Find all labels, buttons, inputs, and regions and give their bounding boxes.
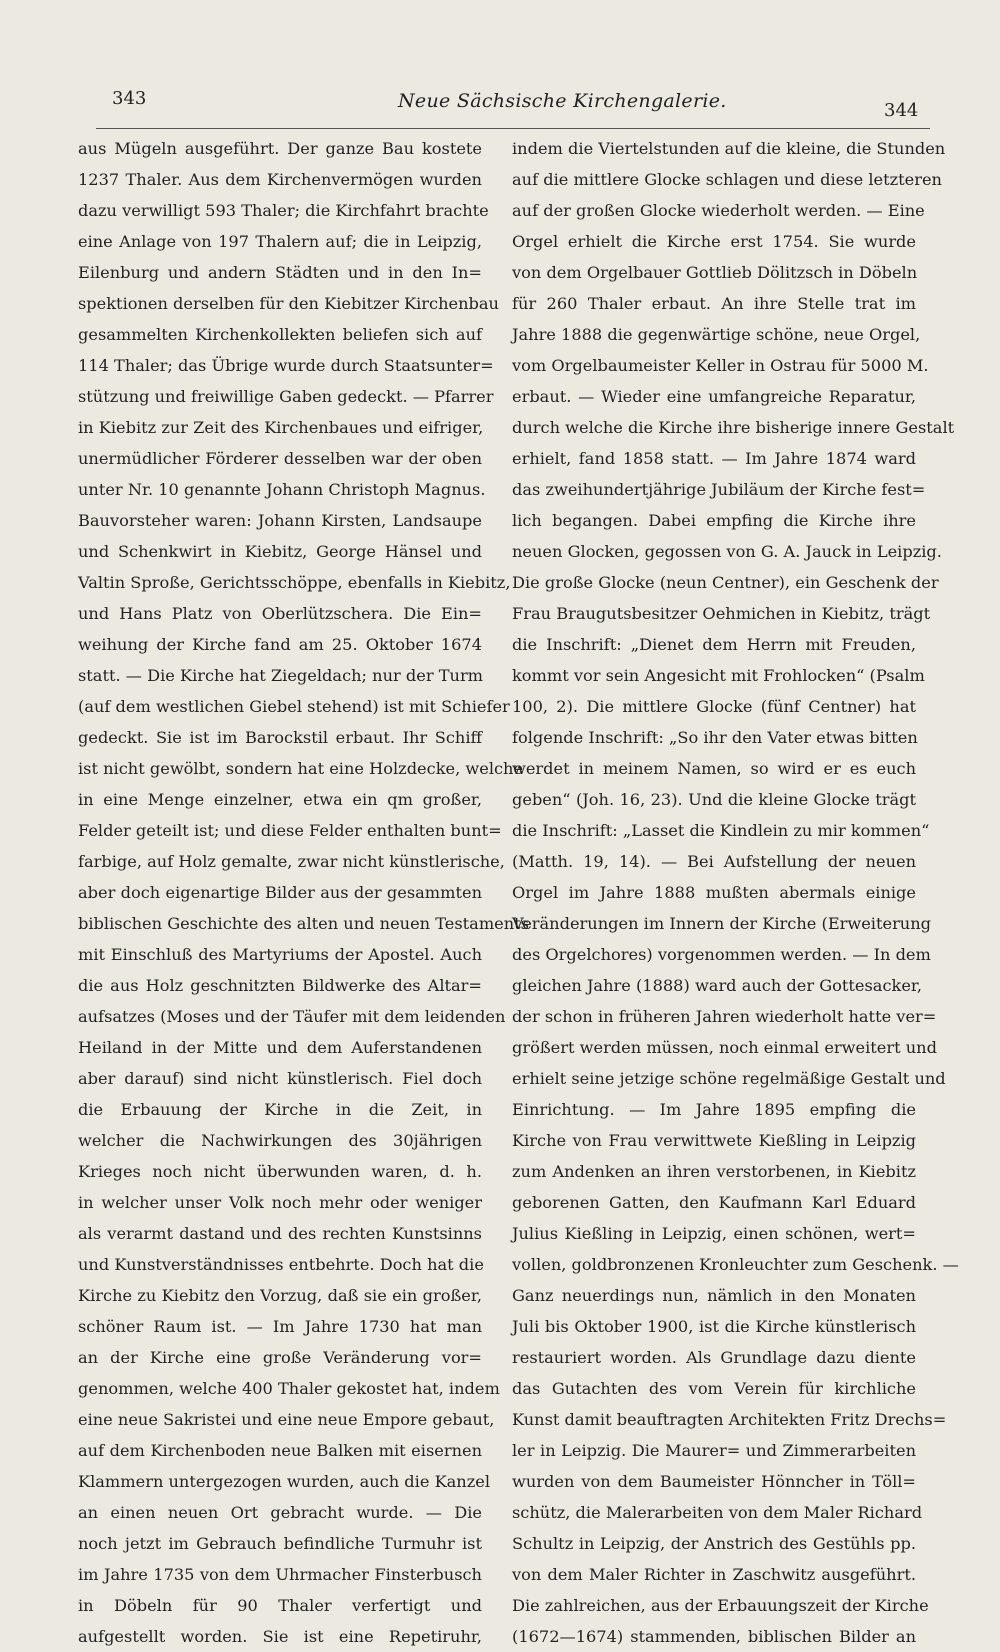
text-line: ler in Leipzig. Die Maurer= und Zimmerarbeiten [512, 1441, 916, 1460]
text-line: Veränderungen im Innern der Kirche (Erweiterung [512, 914, 932, 933]
text-line: Bauvorsteher waren: Johann Kirsten, Landsaupe [78, 511, 482, 530]
text-line: restauriert worden. Als Grundlage dazu diente [512, 1348, 916, 1367]
text-line: die Erbauung der Kirche in die Zeit, in [78, 1100, 482, 1119]
text-line: aber doch eigenartige Bilder aus der gesammten [78, 883, 482, 902]
text-line: Einrichtung. — Im Jahre 1895 empfing die [512, 1100, 916, 1119]
text-line: Krieges noch nicht überwunden waren, d. h. [78, 1162, 482, 1181]
text-line: stützung und freiwillige Gaben gedeckt. — Pfarrer [78, 387, 494, 406]
text-line: Kunst damit beauftragten Architekten Fritz Drechs= [512, 1410, 947, 1429]
text-line: Juli bis Oktober 1900, ist die Kirche künstlerisch [512, 1317, 916, 1336]
text-line: eine Anlage von 197 Thalern auf; die in Leipzig, [78, 232, 482, 251]
text-line: vollen, goldbronzenen Kronleuchter zum Geschenk. — [512, 1255, 959, 1274]
text-line: Eilenburg und andern Städten und in den In= [78, 263, 482, 282]
text-line: in welcher unser Volk noch mehr oder weniger [78, 1193, 482, 1212]
text-line: folgende Inschrift: „So ihr den Vater etwas bitten [512, 728, 918, 747]
text-line: das zweihundertjährige Jubiläum der Kirche fest= [512, 480, 926, 499]
text-line: Ganz neuerdings nun, nämlich in den Monaten [512, 1286, 916, 1305]
text-line: Schultz in Leipzig, der Anstrich des Gestühls pp. [512, 1534, 916, 1553]
text-line: geben“ (Joh. 16, 23). Und die kleine Glocke trägt [512, 790, 916, 809]
text-line: in eine Menge einzelner, etwa ein qm großer, [78, 790, 482, 809]
text-line: aus Mügeln ausgeführt. Der ganze Bau kostete [78, 139, 482, 158]
right-column [512, 133, 959, 1652]
text-line: biblischen Geschichte des alten und neuen Testaments [78, 914, 529, 933]
page-header [0, 84, 1000, 124]
text-line: an der Kirche eine große Veränderung vor= [78, 1348, 482, 1367]
text-line: neuen Glocken, gegossen von G. A. Jauck in Leipzig. [512, 542, 942, 561]
text-line: farbige, auf Holz gemalte, zwar nicht künstlerische, [78, 852, 505, 871]
text-line: Klammern untergezogen wurden, auch die Kanzel [78, 1472, 491, 1491]
text-line: die aus Holz geschnitzten Bildwerke des Altar= [78, 976, 482, 995]
text-line: auf der großen Glocke wiederholt werden. — Eine [512, 201, 925, 220]
text-line: und Hans Platz von Oberlützschera. Die Ein= [78, 604, 482, 623]
text-line: (auf dem westlichen Giebel stehend) ist mit Schiefer [78, 697, 510, 716]
text-line: Frau Braugutsbesitzer Oehmichen in Kiebitz, trägt [512, 604, 931, 623]
text-line: unter Nr. 10 genannte Johann Christoph Magnus. [78, 480, 486, 499]
text-line: Kirche zu Kiebitz den Vorzug, daß sie ein großer, [78, 1286, 482, 1305]
left-column [78, 133, 529, 1652]
text-line: wurden von dem Baumeister Hönncher in Töll= [512, 1472, 916, 1491]
text-line: das Gutachten des vom Verein für kirchliche [512, 1379, 916, 1398]
text-line: ist nicht gewölbt, sondern hat eine Holzdecke, welche [78, 759, 524, 778]
page-number-left: 343 [112, 88, 147, 109]
text-line: von dem Orgelbauer Gottlieb Dölitzsch in Döbeln [512, 263, 918, 282]
text-line: Die zahlreichen, aus der Erbauungszeit der Kirche [512, 1596, 929, 1615]
text-line: gleichen Jahre (1888) ward auch der Gottesacker, [512, 976, 923, 995]
text-line: des Orgelchores) vorgenommen werden. — In dem [512, 945, 931, 964]
text-line: 1237 Thaler. Aus dem Kirchenvermögen wurden [78, 170, 482, 189]
text-line: weihung der Kirche fand am 25. Oktober 1674 [78, 635, 482, 654]
text-line: welcher die Nachwirkungen des 30jährigen [78, 1131, 482, 1150]
text-line: Felder geteilt ist; und diese Felder enthalten bunt= [78, 821, 502, 840]
page-number-right: 344 [884, 100, 919, 121]
text-line: in Kiebitz zur Zeit des Kirchenbaues und eifriger, [78, 418, 484, 437]
text-line: Orgel im Jahre 1888 mußten abermals einige [512, 883, 916, 902]
text-line: schütz, die Malerarbeiten von dem Maler Richard [512, 1503, 923, 1522]
text-line: 114 Thaler; das Übrige wurde durch Staatsunter= [78, 356, 494, 375]
text-line: der schon in früheren Jahren wiederholt hatte ver= [512, 1007, 937, 1026]
text-line: (Matth. 19, 14). — Bei Aufstellung der neuen [512, 852, 916, 871]
text-line: erhielt seine jetzige schöne regelmäßige Gestalt und [512, 1069, 946, 1088]
text-line: (1672—1674) stammenden, biblischen Bilder an [512, 1627, 916, 1646]
text-line: größert werden müssen, noch einmal erweitert und [512, 1038, 937, 1057]
text-line: vom Orgelbaumeister Keller in Ostrau für 5000 M. [512, 356, 929, 375]
text-line: Die große Glocke (neun Centner), ein Geschenk der [512, 573, 939, 592]
text-line: für 260 Thaler erbaut. An ihre Stelle trat im [512, 294, 916, 313]
text-line: Heiland in der Mitte und dem Auferstandenen [78, 1038, 482, 1057]
text-line: mit Einschluß des Martyriums der Apostel. Auch [78, 945, 482, 964]
text-line: lich begangen. Dabei empfing die Kirche ihre [512, 511, 916, 530]
text-line: erbaut. — Wieder eine umfangreiche Reparatur, [512, 387, 916, 406]
text-line: werdet in meinem Namen, so wird er es euch [512, 759, 916, 778]
text-line: an einen neuen Ort gebracht wurde. — Die [78, 1503, 482, 1522]
text-line: eine neue Sakristei und eine neue Empore gebaut, [78, 1410, 495, 1429]
text-line: noch jetzt im Gebrauch befindliche Turmuhr ist [78, 1534, 482, 1553]
running-title: Neue Sächsische Kirchengalerie. [398, 90, 727, 112]
text-line: in Döbeln für 90 Thaler verfertigt und [78, 1596, 482, 1615]
header-rule [96, 128, 930, 129]
text-line: spektionen derselben für den Kiebitzer Kirchenbau [78, 294, 499, 313]
text-line: statt. — Die Kirche hat Ziegeldach; nur der Turm [78, 666, 484, 685]
text-line: als verarmt dastand und des rechten Kunstsinns [78, 1224, 482, 1243]
text-line: schöner Raum ist. — Im Jahre 1730 hat man [78, 1317, 482, 1336]
text-line: die Inschrift: „Dienet dem Herrn mit Freuden, [512, 635, 916, 654]
text-line: gedeckt. Sie ist im Barockstil erbaut. Ihr Schiff [78, 728, 482, 747]
text-line: kommt vor sein Angesicht mit Frohlocken“ (Psalm [512, 666, 925, 685]
text-line: auf dem Kirchenboden neue Balken mit eisernen [78, 1441, 482, 1460]
text-line: gesammelten Kirchenkollekten beliefen sich auf [78, 325, 482, 344]
text-line: und Kunstverständnisses entbehrte. Doch hat die [78, 1255, 484, 1274]
text-line: aber darauf) sind nicht künstlerisch. Fiel doch [78, 1069, 482, 1088]
text-line: Valtin Sproße, Gerichtsschöppe, ebenfalls in Kiebitz, [78, 573, 511, 592]
text-line: unermüdlicher Förderer desselben war der oben [78, 449, 482, 468]
text-line: dazu verwilligt 593 Thaler; die Kirchfahrt brachte [78, 201, 489, 220]
text-line: die Inschrift: „Lasset die Kindlein zu mir kommen“ [512, 821, 930, 840]
text-line: von dem Maler Richter in Zaschwitz ausgeführt. [512, 1565, 916, 1584]
text-line: Julius Kießling in Leipzig, einen schönen, wert= [512, 1224, 916, 1243]
text-line: geborenen Gatten, den Kaufmann Karl Eduard [512, 1193, 916, 1212]
text-line: erhielt, fand 1858 statt. — Im Jahre 1874 ward [512, 449, 916, 468]
text-line: genommen, welche 400 Thaler gekostet hat, indem [78, 1379, 500, 1398]
text-line: zum Andenken an ihren verstorbenen, in Kiebitz [512, 1162, 916, 1181]
text-line: Orgel erhielt die Kirche erst 1754. Sie wurde [512, 232, 916, 251]
text-line: aufsatzes (Moses und der Täufer mit dem leidenden [78, 1007, 506, 1026]
text-line: Jahre 1888 die gegenwärtige schöne, neue Orgel, [512, 325, 921, 344]
text-line: durch welche die Kirche ihre bisherige innere Gestalt [512, 418, 955, 437]
text-line: 100, 2). Die mittlere Glocke (fünf Centner) hat [512, 697, 916, 716]
text-line: im Jahre 1735 von dem Uhrmacher Finsterbusch [78, 1565, 482, 1584]
text-line: auf die mittlere Glocke schlagen und diese letzteren [512, 170, 942, 189]
text-line: und Schenkwirt in Kiebitz, George Hänsel und [78, 542, 482, 561]
text-line: indem die Viertelstunden auf die kleine, die Stunden [512, 139, 946, 158]
text-line: Kirche von Frau verwittwete Kießling in Leipzig [512, 1131, 916, 1150]
text-line: aufgestellt worden. Sie ist eine Repetiruhr, [78, 1627, 482, 1646]
